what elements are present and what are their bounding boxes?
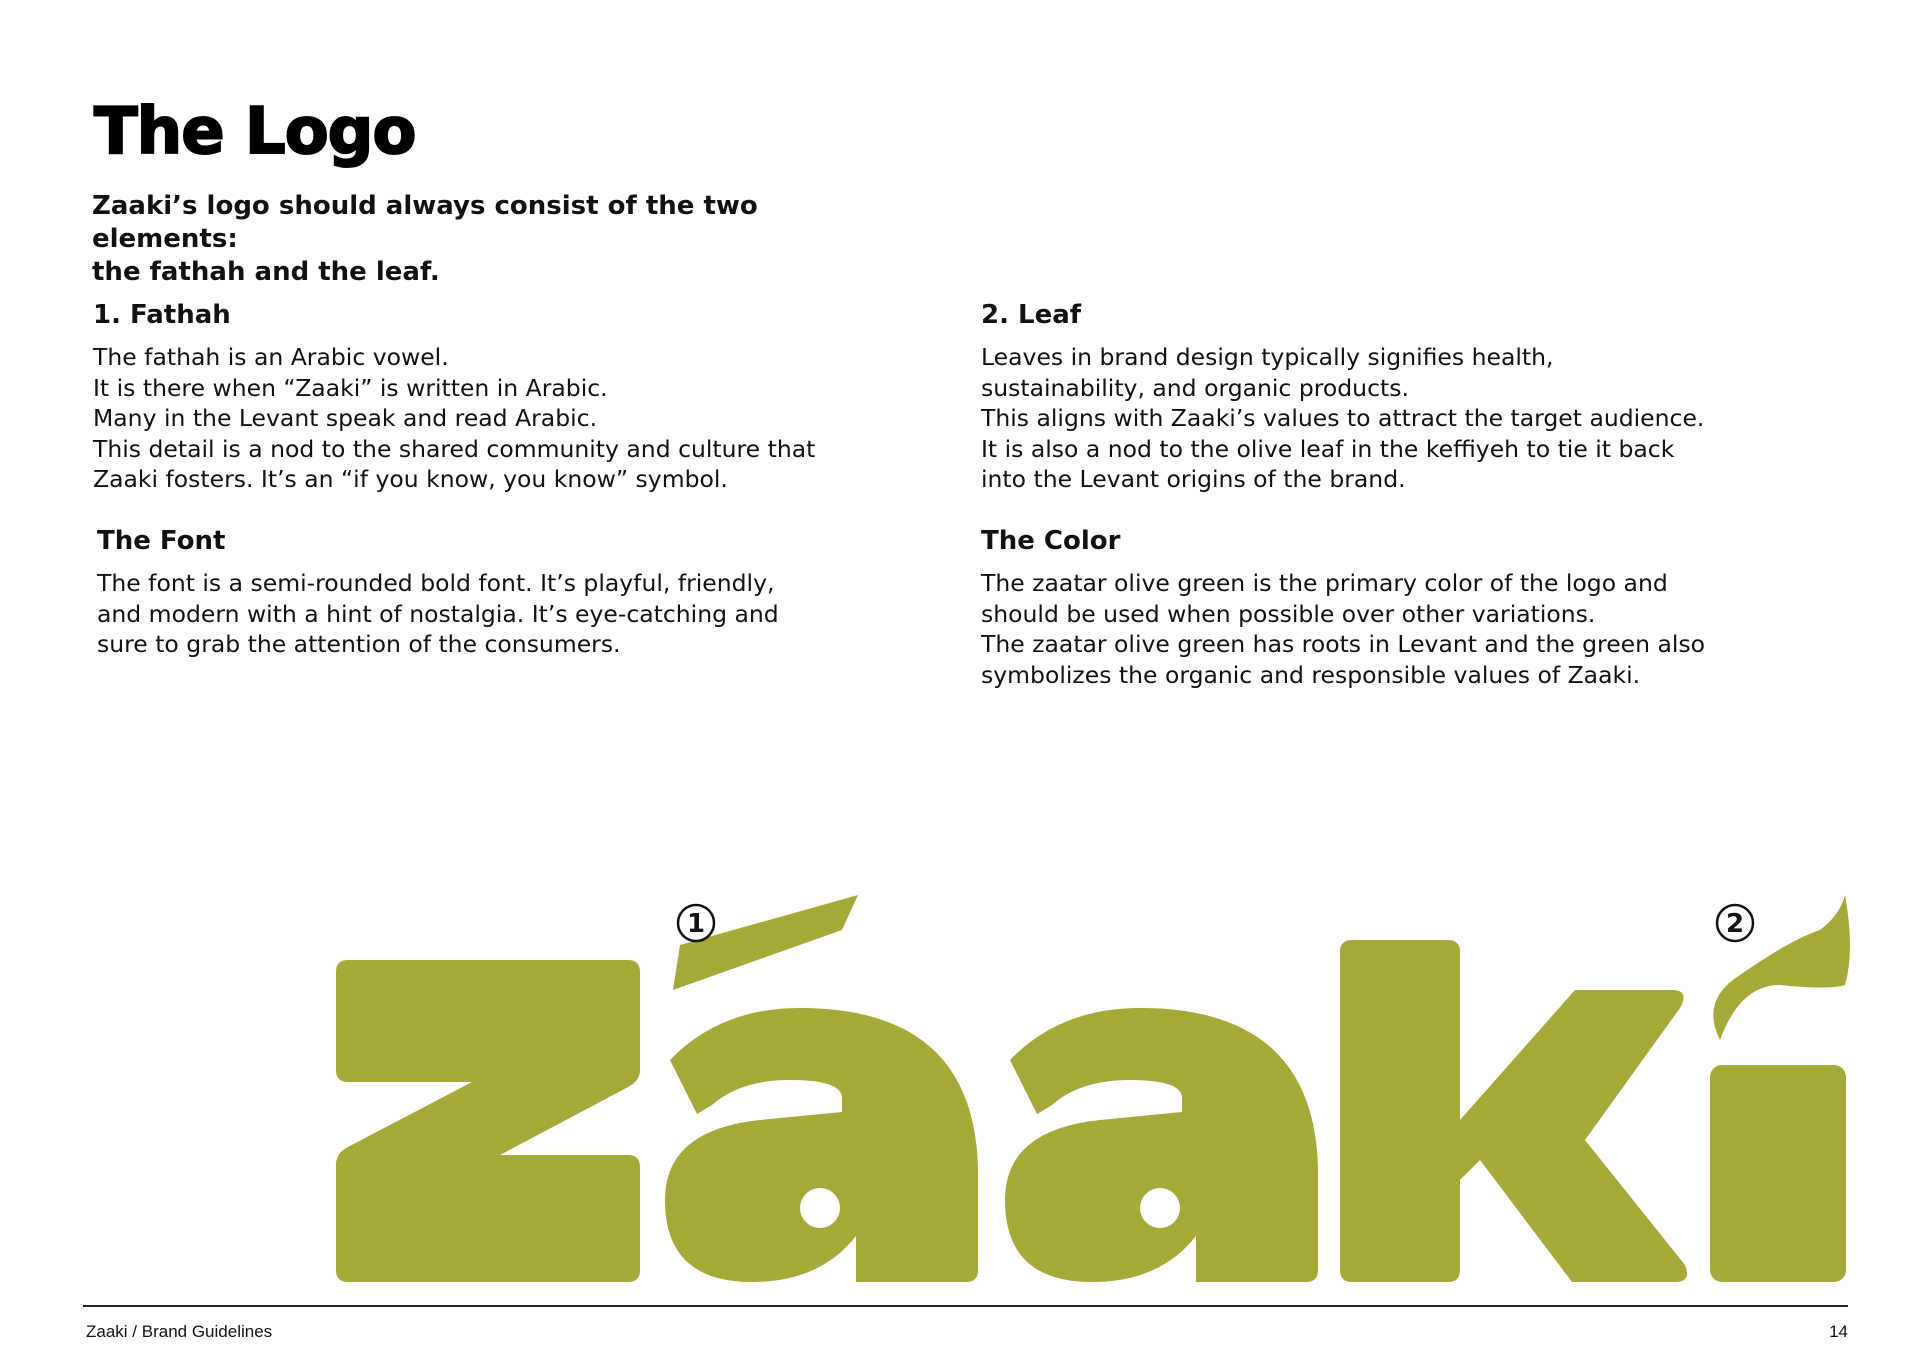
- logo-letter-z: [336, 960, 640, 1282]
- body-line: It is there when “Zaaki” is written in Arabic.: [93, 373, 608, 402]
- body-line: The fathah is an Arabic vowel.: [93, 343, 449, 371]
- body-line: symbolizes the organic and responsible values of Zaaki.: [981, 660, 1641, 689]
- body-line: and modern with a hint of nostalgia. It’s eye-catching and: [97, 599, 779, 628]
- section-heading-fathah: 1. Fathah: [93, 300, 231, 330]
- body-line: into the Levant origins of the brand.: [981, 465, 1406, 493]
- logo-letter-a: [665, 1008, 978, 1282]
- marker-2-label: 2: [1725, 909, 1745, 939]
- footer-divider: [83, 1305, 1848, 1307]
- section-heading-leaf: 2. Leaf: [981, 300, 1082, 330]
- letter-counter: [1140, 1188, 1180, 1228]
- body-line: This detail is a nod to the shared community and culture that: [93, 434, 816, 463]
- body-line: It is also a nod to the olive leaf in the keffiyeh to tie it back: [981, 434, 1675, 463]
- letter-counter: [800, 1188, 840, 1228]
- body-line: Leaves in brand design typically signifies health,: [981, 343, 1554, 371]
- body-line: should be used when possible over other variations.: [981, 599, 1596, 628]
- body-line: The zaatar olive green has roots in Levant and the green also: [981, 630, 1706, 658]
- body-line: This aligns with Zaaki’s values to attract the target audience.: [981, 404, 1705, 432]
- logo-letter-k: [1340, 940, 1687, 1282]
- footer-doc-title: Zaaki / Brand Guidelines: [86, 1322, 273, 1341]
- body-line: Many in the Levant speak and read Arabic.: [93, 404, 598, 432]
- page-title: The Logo: [94, 95, 416, 169]
- intro-line: Zaaki’s logo should always consist of the two elements:: [92, 191, 758, 254]
- body-line: sustainability, and organic products.: [981, 373, 1409, 402]
- section-heading-color: The Color: [981, 526, 1121, 556]
- body-line: The zaatar olive green is the primary color of the logo and: [981, 569, 1668, 597]
- page-number: 14: [1829, 1322, 1848, 1341]
- body-line: sure to grab the attention of the consumers.: [97, 630, 621, 658]
- zaaki-wordmark: [336, 895, 1850, 1282]
- logo-letter-i: [1710, 1065, 1846, 1282]
- intro-line: the fathah and the leaf.: [92, 257, 440, 287]
- marker-1: [678, 905, 714, 941]
- logo-letter-a: [1005, 1008, 1318, 1282]
- body-line: Zaaki fosters. It’s an “if you know, you know” symbol.: [93, 465, 728, 493]
- marker-2: [1717, 905, 1753, 941]
- marker-1-label: 1: [686, 909, 706, 939]
- section-heading-font: The Font: [97, 526, 226, 556]
- body-line: The font is a semi-rounded bold font. It’s playful, friendly,: [97, 569, 775, 597]
